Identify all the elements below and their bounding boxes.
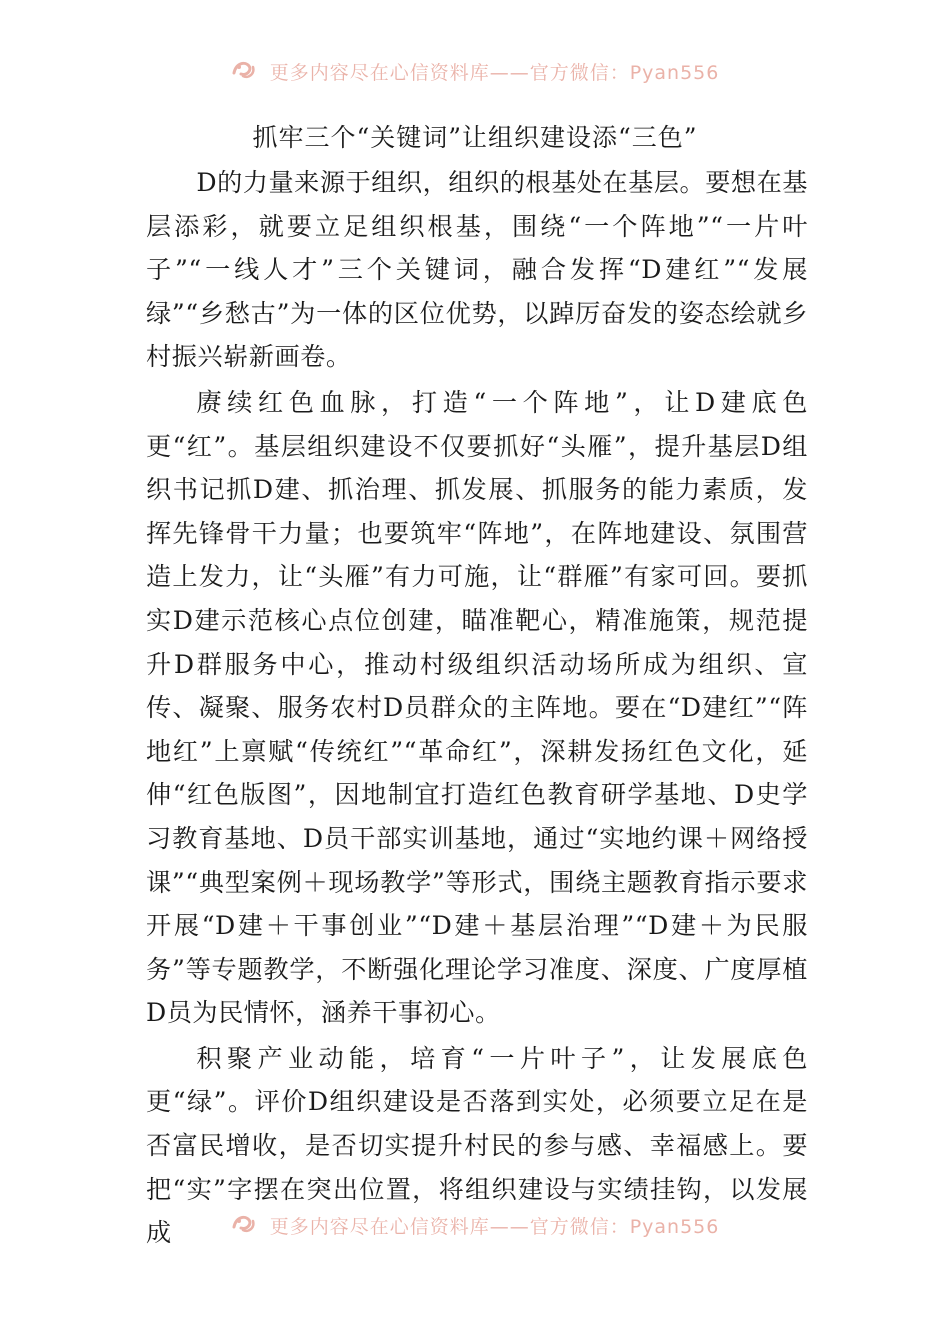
watermark-footer: [0, 1212, 950, 1239]
watermark-header: [0, 58, 950, 85]
paragraph-2: 赓续红色血脉，打造“一个阵地”，让D建底色更“红”。基层组织建设不仅要抓好“头雁”，提升基层D组织书记抓D建、抓治理、抓发展、抓服务的能力素质，发挥先锋骨干力量；也要筑牢“阵地”，在阵地建设、氛围营造上发力，让“头雁”有力可施，让“群雁”有家可回。要抓实D建示范核心点位创建，瞄准靶心，精准施策，规范提升D群服务中心，推动村级组织活动场所成为组织、宣传、凝聚、服务农村D员群众的主阵地。要在“D建红”“阵地红”上禀赋“传统红”“革命红”，深耕发扬红色文化，延伸“红色版图”，因地制宜打造红色教育研学基地、D史学习教育基地、D员干部实训基地，通过“实地约课＋网络授课”“典型案例＋现场教学”等形式，围绕主题教育指示要求开展“D建＋干事创业”“D建＋基层治理”“D建＋为民服务”等专题教学，不断强化理论学习准度、深度、广度厚植D员为民情怀，涵养干事初心。: [146, 387, 808, 1028]
watermark-text: 更多内容尽在心信资料库——官方微信：Pyan556: [269, 62, 720, 84]
paragraph-3: 积聚产业动能，培育“一片叶子”，让发展底色更“绿”。评价D组织建设是否落到实处，必须要立足在是否富民增收，是否切实提升村民的参与感、幸福感上。要把“实”字摆在突出位置，将组织建设与实绩挂钩，以发展成: [146, 1043, 808, 1248]
document-title: 抓牢三个“关键词”让组织建设添“三色”: [252, 123, 698, 152]
watermark-text: 更多内容尽在心信资料库——官方微信：Pyan556: [269, 1216, 720, 1238]
logo-swirl-icon: [231, 1212, 257, 1239]
paragraph-1: D的力量来源于组织，组织的根基处在基层。要想在基层添彩，就要立足组织根基，围绕“一个阵地”“一片叶子”“一线人才”三个关键词，融合发挥“D建红”“发展绿”“乡愁古”为一体的区位优势，以踔厉奋发的姿态绘就乡村振兴崭新画卷。: [146, 168, 808, 372]
logo-swirl-icon: [231, 58, 257, 85]
document-body: [146, 161, 808, 1257]
